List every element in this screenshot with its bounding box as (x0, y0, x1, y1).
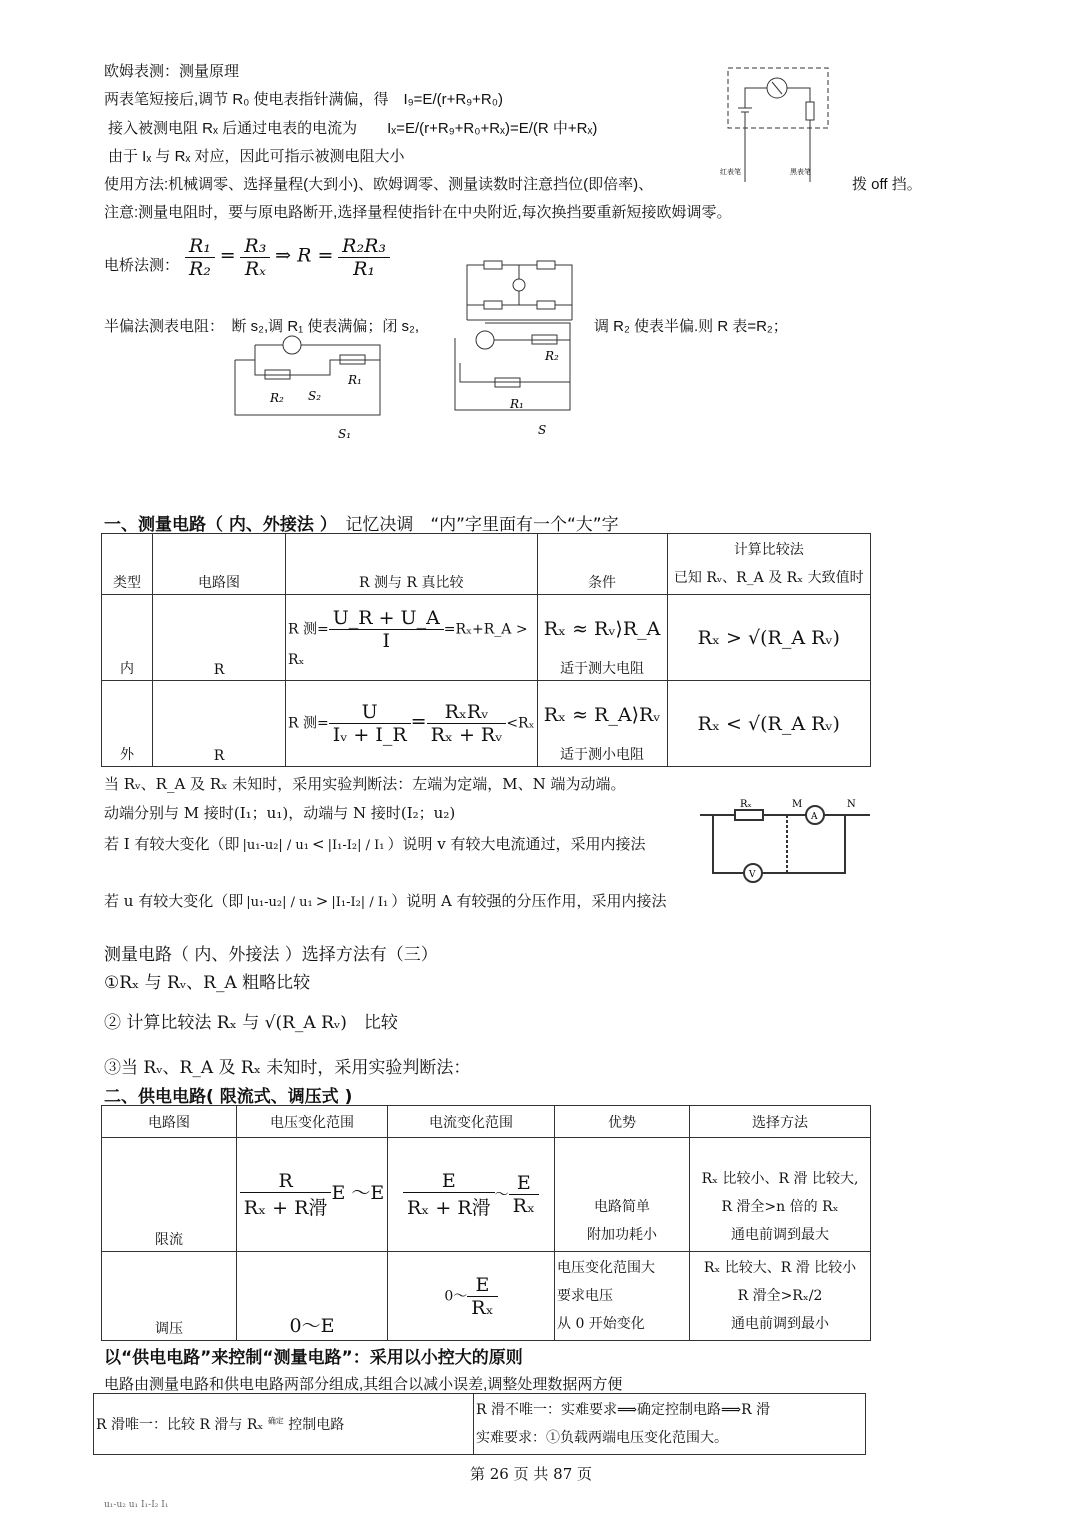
selection-methods-heading: 测量电路（ 内、外接法 ）选择方法有（三） (104, 945, 438, 965)
table-row-voltage-divider: 调压 0～E 0～ $\frac{E}{\text{Rₓ}}$ 电压变化范围大 要求电压 从 0 开始变化 Rₓ 比较大、R 滑 比较小 R 滑全>Rₓ/2 通电前调到最小 (102, 1252, 871, 1341)
power-circuit-table: 电路图 电压变化范围 电流变化范围 优势 选择方法 限流 $\frac{R}{\text{Rₓ + R滑}}$ E ～E $\frac{E}{\text{Rₓ + R滑}}$ ～ $\frac{E}{\text{Rₓ}}$ 电路简单 附加功耗小 Rₓ 比较小、R 滑 比较大, R 滑全>n 倍的 Rₓ 通电前调到最大 调压 0～E 0～ $\frac{E}{\text{Rₓ}}$ 电压变化范围大 要求电压 从 0 开始变化 Rₓ 比较大、R 滑 比较小 R 滑全>Rₓ/2 通电前调到最小 (101, 1105, 871, 1341)
svg-text:A: A (811, 812, 818, 822)
voltage-change-ratio: |u₁-u₂| / u₁ (246, 895, 313, 910)
red-probe-label: 红表笔 (720, 168, 741, 176)
control-table: R 滑唯一：比较 R 滑与 Rₓ $^{确定}$ 控制电路 R 滑不唯一：实难要求⟹确定控制电路⟹R 滑 实难要求：①负载两端电压变化范围大。 (93, 1393, 866, 1455)
current-change-ratio: |I₁-I₂| / I₁ (327, 838, 385, 853)
svg-text:R₂: R₂ (545, 349, 559, 363)
svg-text:R₁: R₁ (510, 397, 524, 411)
ohm-line4b: 拨 off 挡。 (852, 176, 922, 193)
ohm-line5: 注意:测量电阻时，要与原电路断开,选择量程使指针在中央附近,每次换挡要重新短接欧姆调零。 (104, 204, 732, 221)
svg-text:S: S (538, 423, 547, 437)
svg-text:S₂: S₂ (308, 389, 322, 403)
ohmmeter-diagram (720, 62, 835, 192)
section3-text: 电路由测量电路和供电电路两部分组成,其组合以减小误差,调整处理数据两方便 (104, 1376, 623, 1393)
section3-title: 以“供电电路”来控制“测量电路”：采用以小控大的原则 (104, 1348, 523, 1368)
svg-text:Rₓ: Rₓ (740, 799, 752, 810)
table-row-outer: 外 R R 测= $\frac{U}{\text{Iᵥ + I\_R}}$ = $\frac{\text{RₓRᵥ}}{\text{Rₓ + Rᵥ}}$ <Rₓ Rₓ ≈ R_A⟩Rᵥ 适于测小电阻 Rₓ < √(R_A Rᵥ) (102, 681, 871, 767)
current-change-rule: 若 I 有较大变化（即 |u₁-u₂| / u₁ < |I₁-I₂| / I₁ ）说明 v 有较大电流通过，采用内接法 (104, 835, 646, 853)
trial-circuit-diagram (695, 795, 875, 890)
measurement-circuit-table: 类型 电路图 R 测与 R 真比较 条件 计算比较法 已知 Rᵥ、R_A 及 Rₓ 大致值时 内 R R 测= $\frac{U\_R + U\_A}{I}$ =Rₓ+R_A > Rₓ Rₓ ≈ Rᵥ⟩R_A 适于测大电阻 Rₓ > √(R_A Rᵥ) 外 R R 测= $\frac{U}{\text{Iᵥ + I\_R}}$ = $\frac{\text{RₓRᵥ}}{\text{Rₓ + Rᵥ}}$ <Rₓ Rₓ ≈ R_A⟩Rᵥ 适于测小电阻 Rₓ < √(R_A Rᵥ) (101, 533, 871, 767)
section2-title: 二、供电电路( 限流式、调压式 ) (104, 1087, 353, 1107)
svg-text:R₁: R₁ (348, 373, 362, 387)
ohm-line1: 两表笔短接后,调节 R₀ 使电表指针满偏，得 I₉=E/(r+R₉+R₀) (104, 91, 503, 108)
fraction-parts: u₁-u₂ u₁ I₁-I₂ I₁ (104, 1500, 169, 1510)
current-change-ratio: |I₁-I₂| / I₁ (331, 895, 389, 910)
svg-text:V: V (749, 870, 756, 880)
selection-method-2: ② 计算比较法 Rₓ 与 √(R_A Rᵥ) 比较 (104, 1013, 398, 1033)
section1-title: 一、测量电路（ 内、外接法 ） 记忆决调 “内”字里面有一个“大”字 (104, 515, 619, 535)
half-deflection-line2: 调 R₂ 使表半偏.则 R 表=R₂； (594, 318, 788, 335)
outer-circuit-icon: R (153, 681, 286, 767)
table-row-current-limiting: 限流 $\frac{R}{\text{Rₓ + R滑}}$ E ～E $\frac{E}{\text{Rₓ + R滑}}$ ～ $\frac{E}{\text{Rₓ}}$ 电路简单 附加功耗小 Rₓ 比较小、R 滑 比较大, R 滑全>n 倍的 Rₓ 通电前调到最大 (102, 1138, 871, 1252)
half-deflection-circuit-1 (230, 330, 390, 445)
svg-text:N: N (847, 799, 856, 810)
selection-method-3: ③当 Rᵥ、R_A 及 Rₓ 未知时，采用实验判断法： (104, 1058, 471, 1078)
ohm-line4: 使用方法:机械调零、选择量程(大到小)、欧姆调零、测量读数时注意挡位(即倍率)、 (104, 176, 654, 193)
bridge-circuit (462, 248, 577, 323)
bridge-label: 电桥法测： (104, 257, 180, 274)
inner-circuit-icon: R (153, 595, 286, 681)
black-probe-label: 黑表笔 (790, 168, 811, 176)
trial-method-text-2: 动端分别与 M 接时(I₁；u₁)，动端与 N 接时(I₂；u₂) (104, 804, 456, 822)
svg-text:M: M (792, 799, 803, 810)
ohm-line2: 接入被测电阻 Rₓ 后通过电表的电流为 Iₓ=E/(r+R₉+R₀+Rₓ)=E/(R 中+Rₓ) (108, 120, 598, 137)
page-footer: 第 26 页 共 87 页 (470, 1465, 593, 1483)
table-row-inner: 内 R R 测= $\frac{U\_R + U\_A}{I}$ =Rₓ+R_A > Rₓ Rₓ ≈ Rᵥ⟩R_A 适于测大电阻 Rₓ > √(R_A Rᵥ) (102, 595, 871, 681)
selection-method-1: ①Rₓ 与 Rᵥ、R_A 粗略比较 (104, 973, 311, 993)
trial-method-text: 当 Rᵥ、R_A 及 Rₓ 未知时，采用实验判断法：左端为定端，M、N 端为动端。 (104, 775, 626, 793)
voltage-change-rule: 若 u 有较大变化（即 |u₁-u₂| / u₁ > |I₁-I₂| / I₁ ）说明 A 有较强的分压作用，采用内接法 (104, 892, 667, 910)
voltage-change-ratio: |u₁-u₂| / u₁ (242, 838, 310, 853)
half-deflection-circuit-2 (450, 318, 580, 438)
ohm-title: 欧姆表测：测量原理 (104, 63, 240, 80)
bridge-formula: $\frac{\text{R₁}}{\text{R₂}}$ = $\frac{\text{R₃}}{\text{Rₓ}}$ ⇒ R = $\frac{\text{R₂R₃}}{\text{R₁}}$ (185, 235, 390, 280)
ohm-line3: 由于 Iₓ 与 Rₓ 对应，因此可指示被测电阻大小 (108, 148, 405, 165)
svg-text:R₂: R₂ (270, 391, 284, 405)
svg-text:S₁: S₁ (338, 427, 352, 441)
half-deflection-line1: 半偏法测表电阻： 断 s₂,调 R₁ 使表满偏；闭 s₂, (104, 318, 420, 335)
